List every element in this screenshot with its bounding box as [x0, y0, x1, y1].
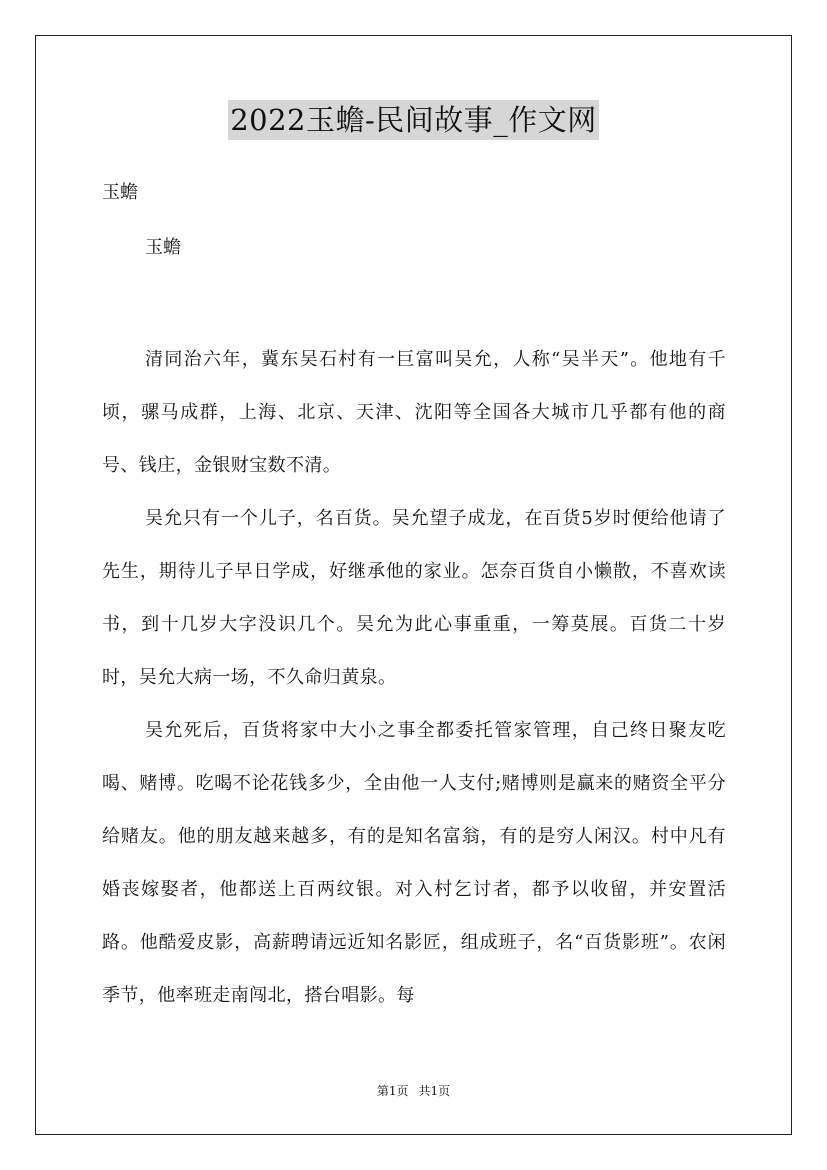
page-total: 共1页 — [418, 1084, 451, 1098]
subheading: 玉蟾 — [102, 182, 138, 203]
document-title: 2022玉蟾-民间故事_作文网 — [228, 100, 599, 140]
paragraph: 吴允只有一个儿子，名百货。吴允望子成龙，在百货5岁时便给他请了先生，期待儿子早日学成，好继承他的家业。怎奈百货自小懒散，不喜欢读书，到十几岁大字没识几个。吴允为此心事重重，一筹莫展。百货二十岁时，吴允大病一场，不久命归黄泉。 — [102, 508, 726, 688]
paragraph: 吴允死后，百货将家中大小之事全都委托管家管理，自己终日聚友吃喝、赌博。吃喝不论花钱多少，全由他一人支付;赌博则是赢来的赌资全平分给赌友。他的朋友越来越多，有的是知名富翁，有的是穷人闲汉。村中凡有婚丧嫁娶者，他都送上百两纹银。对入村乞讨者，都予以收留，并安置活路。他酷爱皮影，高薪聘请远近知名影匠，组成班子，名“百货影班”。农闲季节，他率班走南闯北，搭台唱影。每 — [102, 720, 726, 1006]
paragraph: 清同治六年，冀东吴石村有一巨富叫吴允，人称“吴半天”。他地有千顷，骡马成群，上海、北京、天津、沈阳等全国各大城市几乎都有他的商号、钱庄，金银财宝数不清。 — [102, 349, 726, 476]
page-footer — [0, 1083, 827, 1099]
document-body — [102, 333, 726, 1022]
subheading-indented: 玉蟾 — [145, 237, 181, 258]
page-number: 第1页 — [376, 1084, 409, 1098]
title-container — [0, 100, 827, 140]
